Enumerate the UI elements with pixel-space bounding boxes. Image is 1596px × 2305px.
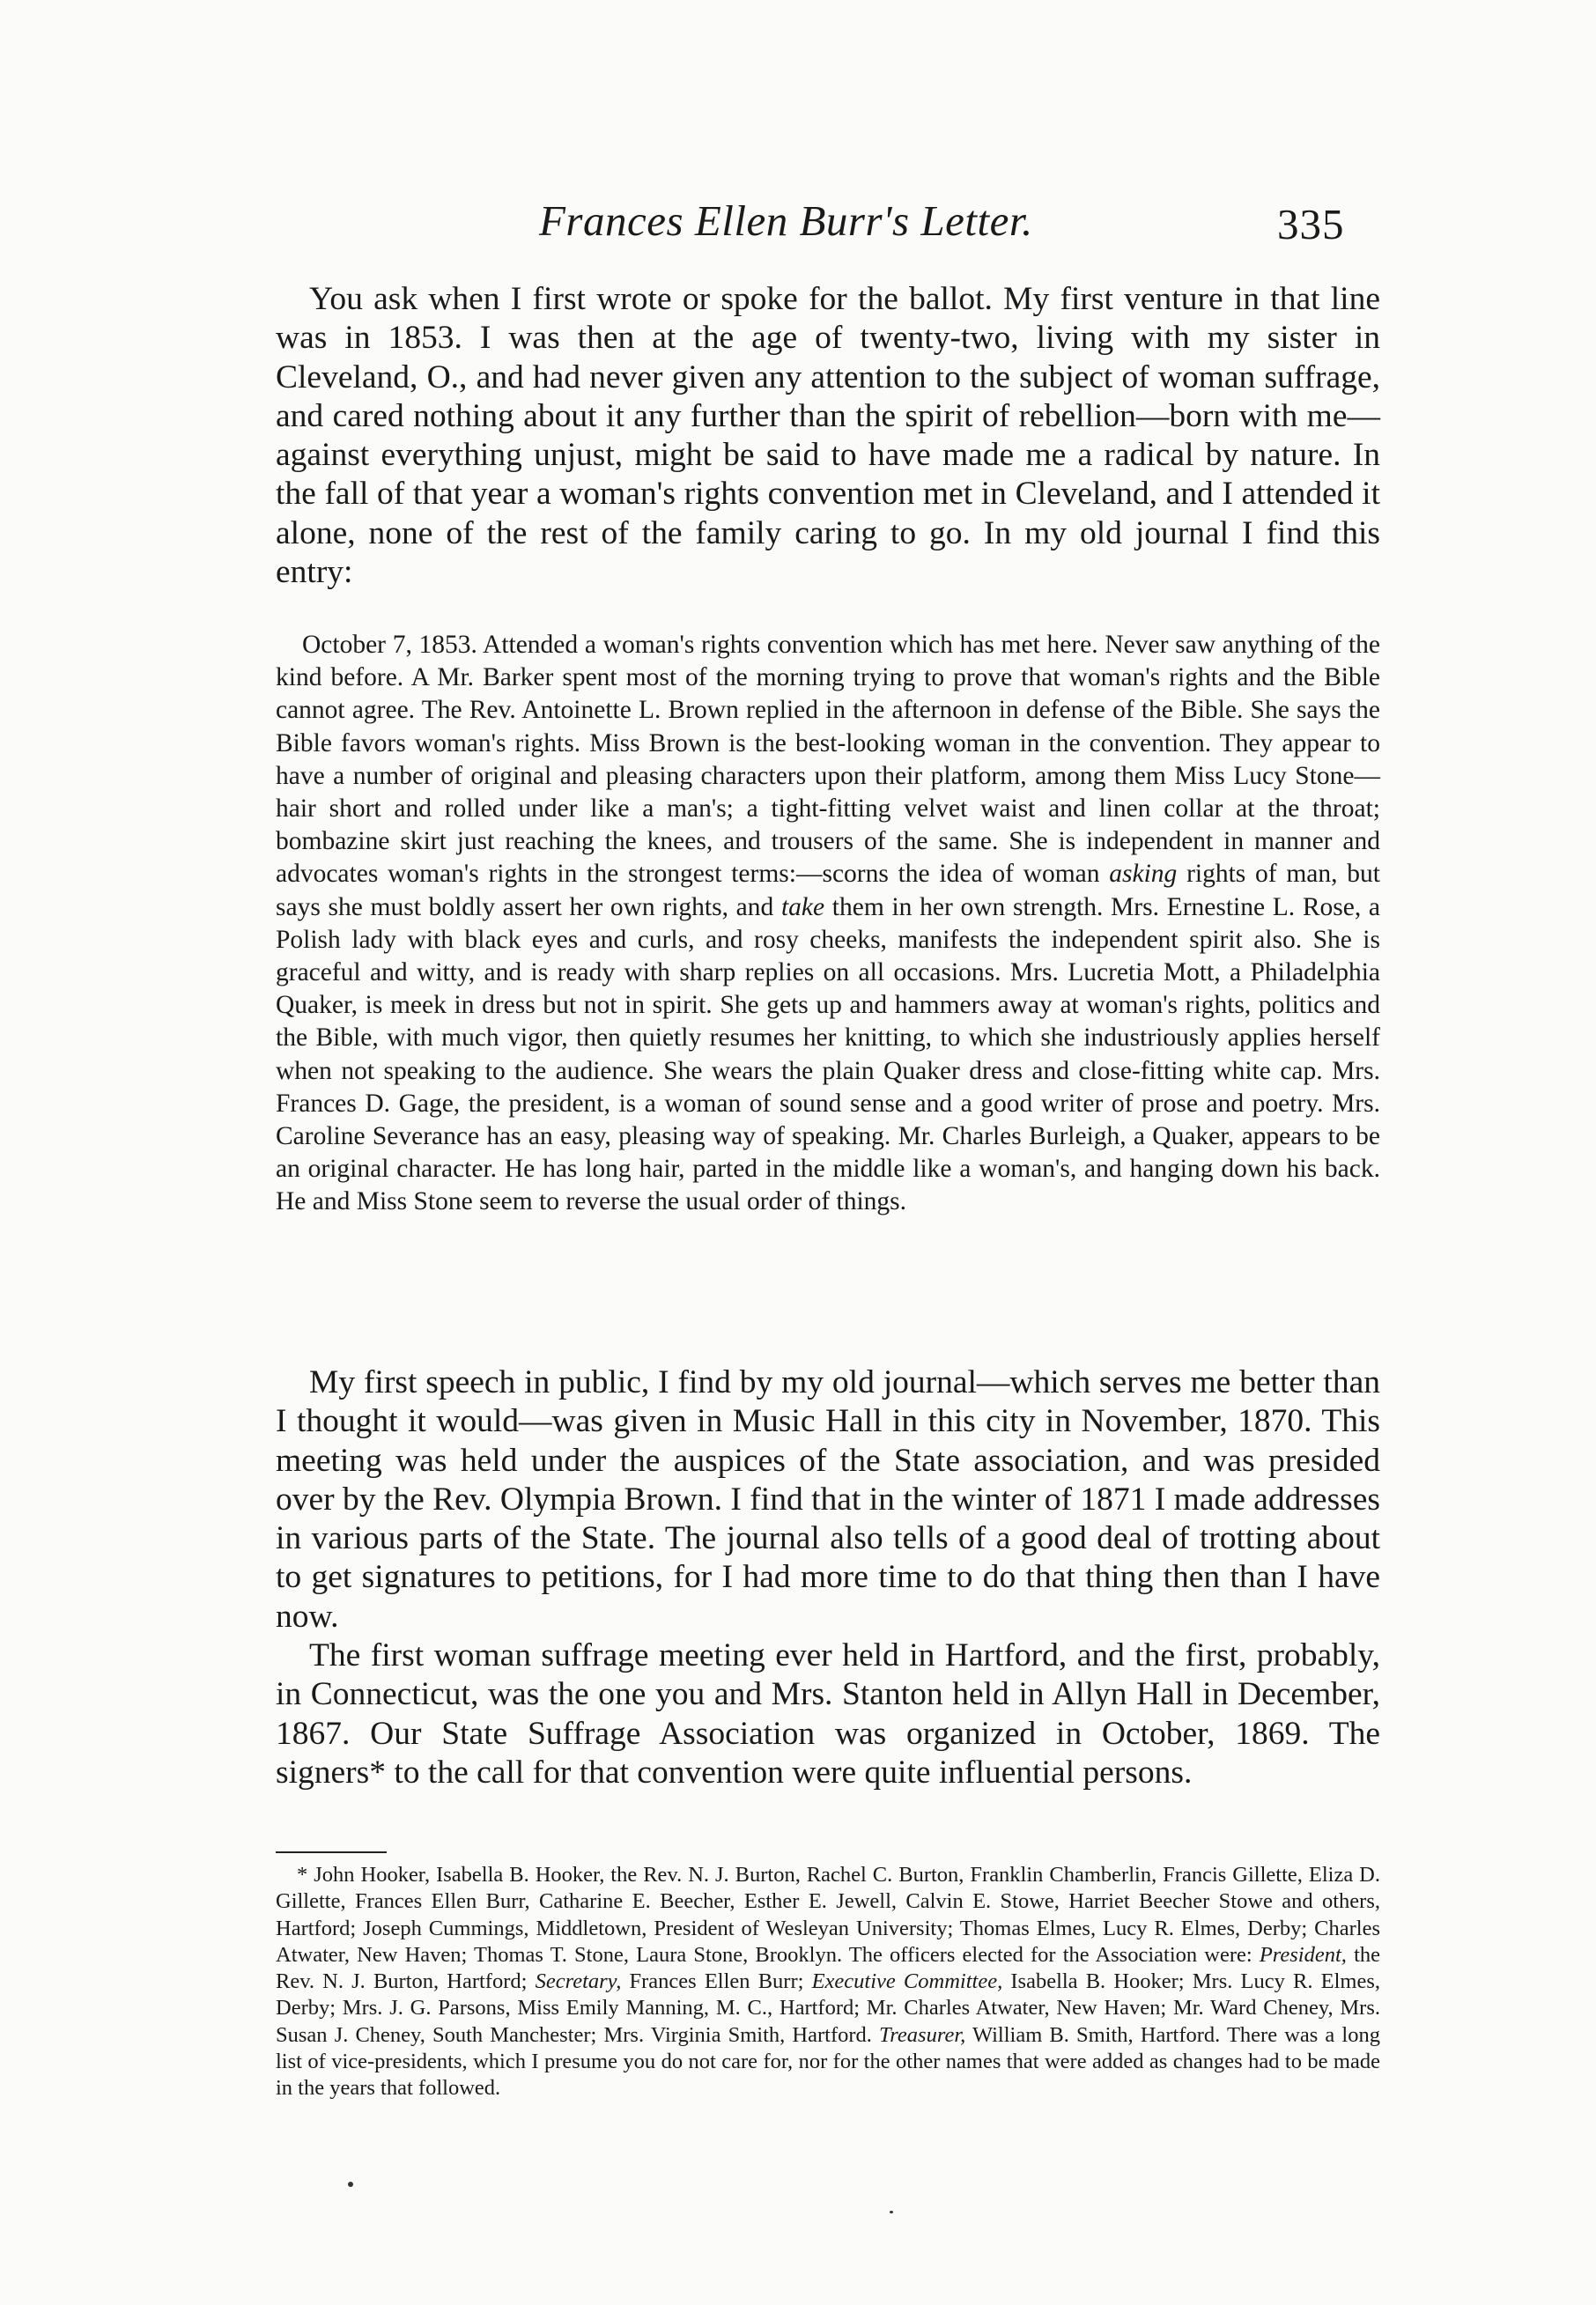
journal-emphasis-asking: asking <box>1109 860 1178 889</box>
journal-emphasis-take: take <box>780 892 825 921</box>
footnote-t4: William B. Smith, Hartford. There was a long list of vice-presidents, which I presume you do not care for, nor for the other names that were added as changes had to be made in the years that followed. <box>276 2022 1380 2101</box>
footnote-emphasis-committee: Executive Committee, <box>811 1969 1003 1994</box>
footnote-t2: Frances Ellen Burr; <box>629 1969 804 1994</box>
footnote <box>276 1862 1380 2102</box>
journal-entry-mid: rights of man, but says she must boldly assert her own rights, and <box>276 860 1380 921</box>
footnote-start: * John Hooker, Isabella B. Hooker, the Rev. N. J. Burton, Rachel C. Burton, Franklin Chamberlin, Francis Gillette, Eliza D. Gillette, Frances Ellen Burr, Catharine E. Beecher, Esther E. Jewell, Calvin E. Stowe, Harriet Beecher Stowe and others, Hartford; Joseph Cummings, Middletown, President of Wesleyan University; Thomas Elmes, Lucy R. Elmes, Derby; Charles Atwater, New Haven; Thomas T. Stone, Laura Stone, Brooklyn. The officers elected for the Association were: <box>276 1863 1380 1967</box>
page-number: 335 <box>1277 200 1345 248</box>
journal-entry-rest: them in her own strength. Mrs. Ernestine L. Rose, a Polish lady with black eyes and curls, and rosy cheeks, manifests the independent spirit also. She is graceful and witty, and is ready with sharp replies on all occasions. Mrs. Lucretia Mott, a Philadelphia Quaker, is meek in dress but not in spirit. She gets up and hammers away at woman's rights, politics and the Bible, with much vigor, then quietly resumes her knitting, to which she industriously applies herself when not speaking to the audience. She wears the plain Quaker dress and close-fitting white cap. Mrs. Frances D. Gage, the president, is a woman of sound sense and a good writer of prose and poetry. Mrs. Caroline Severance has an easy, pleasing way of speaking. Mr. Charles Burleigh, a Quaker, appears to be an original character. He has long hair, parted in the middle like a woman's, and hanging down his back. He and Miss Stone seem to reverse the usual order of things. <box>276 892 1381 1216</box>
paragraph-1 <box>276 280 1380 592</box>
footnote-text <box>276 1862 1380 2102</box>
journal-entry <box>276 629 1380 1219</box>
footnote-t3: Isabella B. Hooker; Mrs. Lucy R. Elmes, Derby; Mrs. J. G. Parsons, Miss Emily Manning, M. C., Hartford; Mr. Charles Atwater, New Haven; Mr. Ward Cheney, Mrs. Susan J. Cheney, South Manchester; Mrs. Virginia Smith, Hartford. <box>276 1969 1380 2047</box>
footnote-rule <box>276 1851 387 1853</box>
paragraph-3-text: The first woman suffrage meeting ever held in Hartford, and the first, probably, in Connecticut, was the one you and Mrs. Stanton held in Allyn Hall in December, 1867. Our State Suffrage Association was organized in October, 1869. The signers* to the call for that convention were quite influential persons. <box>276 1637 1380 1791</box>
journal-entry-intro: October 7, 1853. Attended a woman's rights convention which has met here. Never saw anything of the kind before. A Mr. Barker spent most of the morning trying to prove that woman's rights and the Bible cannot agree. The Rev. Antoinette L. Brown replied in the afternoon in defense of the Bible. She says the Bible favors woman's rights. Miss Brown is the best-looking woman in the convention. They appear to have a number of original and pleasing characters upon their platform, among them Miss Lucy Stone—hair short and rolled under like a man's; a tight-fitting velvet waist and linen collar at the throat; bombazine skirt just reaching the knees, and trousers of the same. She is independent in manner and advocates woman's rights in the strongest terms:—scorns the idea of woman <box>276 631 1380 889</box>
footnote-t1: the Rev. N. J. Burton, Hartford; <box>276 1942 1381 1994</box>
journal-entry-text <box>276 629 1380 1219</box>
page-header <box>0 196 1596 248</box>
footnote-emphasis-secretary: Secretary, <box>535 1969 622 1994</box>
footnote-emphasis-treasurer: Treasurer, <box>879 2022 966 2047</box>
footnote-emphasis-president: President, <box>1259 1942 1347 1967</box>
print-speck <box>348 2182 353 2187</box>
paragraph-1-text: You ask when I first wrote or spoke for the ballot. My first venture in that line was in 1853. I was then at the age of twenty-two, living with my sister in Cleveland, O., and had never given any attention to the subject of woman suffrage, and cared nothing about it any further than the spirit of rebellion—born with me—against everything unjust, might be said to have made me a radical by nature. In the fall of that year a woman's rights convention met in Cleveland, and I attended it alone, none of the rest of the family caring to go. In my old journal I find this entry: <box>276 281 1380 591</box>
print-speck <box>890 2211 893 2213</box>
paragraph-2-text: My first speech in public, I find by my old journal—which serves me better than I thought it would—was given in Music Hall in this city in November, 1870. This meeting was held under the auspices of the State association, and was presided over by the Rev. Olympia Brown. I find that in the winter of 1871 I made addresses in various parts of the State. The journal also tells of a good deal of trotting about to get signatures to petitions, for I had more time to do that thing then than I have now. <box>276 1364 1380 1635</box>
paragraphs-2-3 <box>276 1363 1380 1792</box>
running-title: Frances Ellen Burr's Letter. <box>539 196 1033 245</box>
